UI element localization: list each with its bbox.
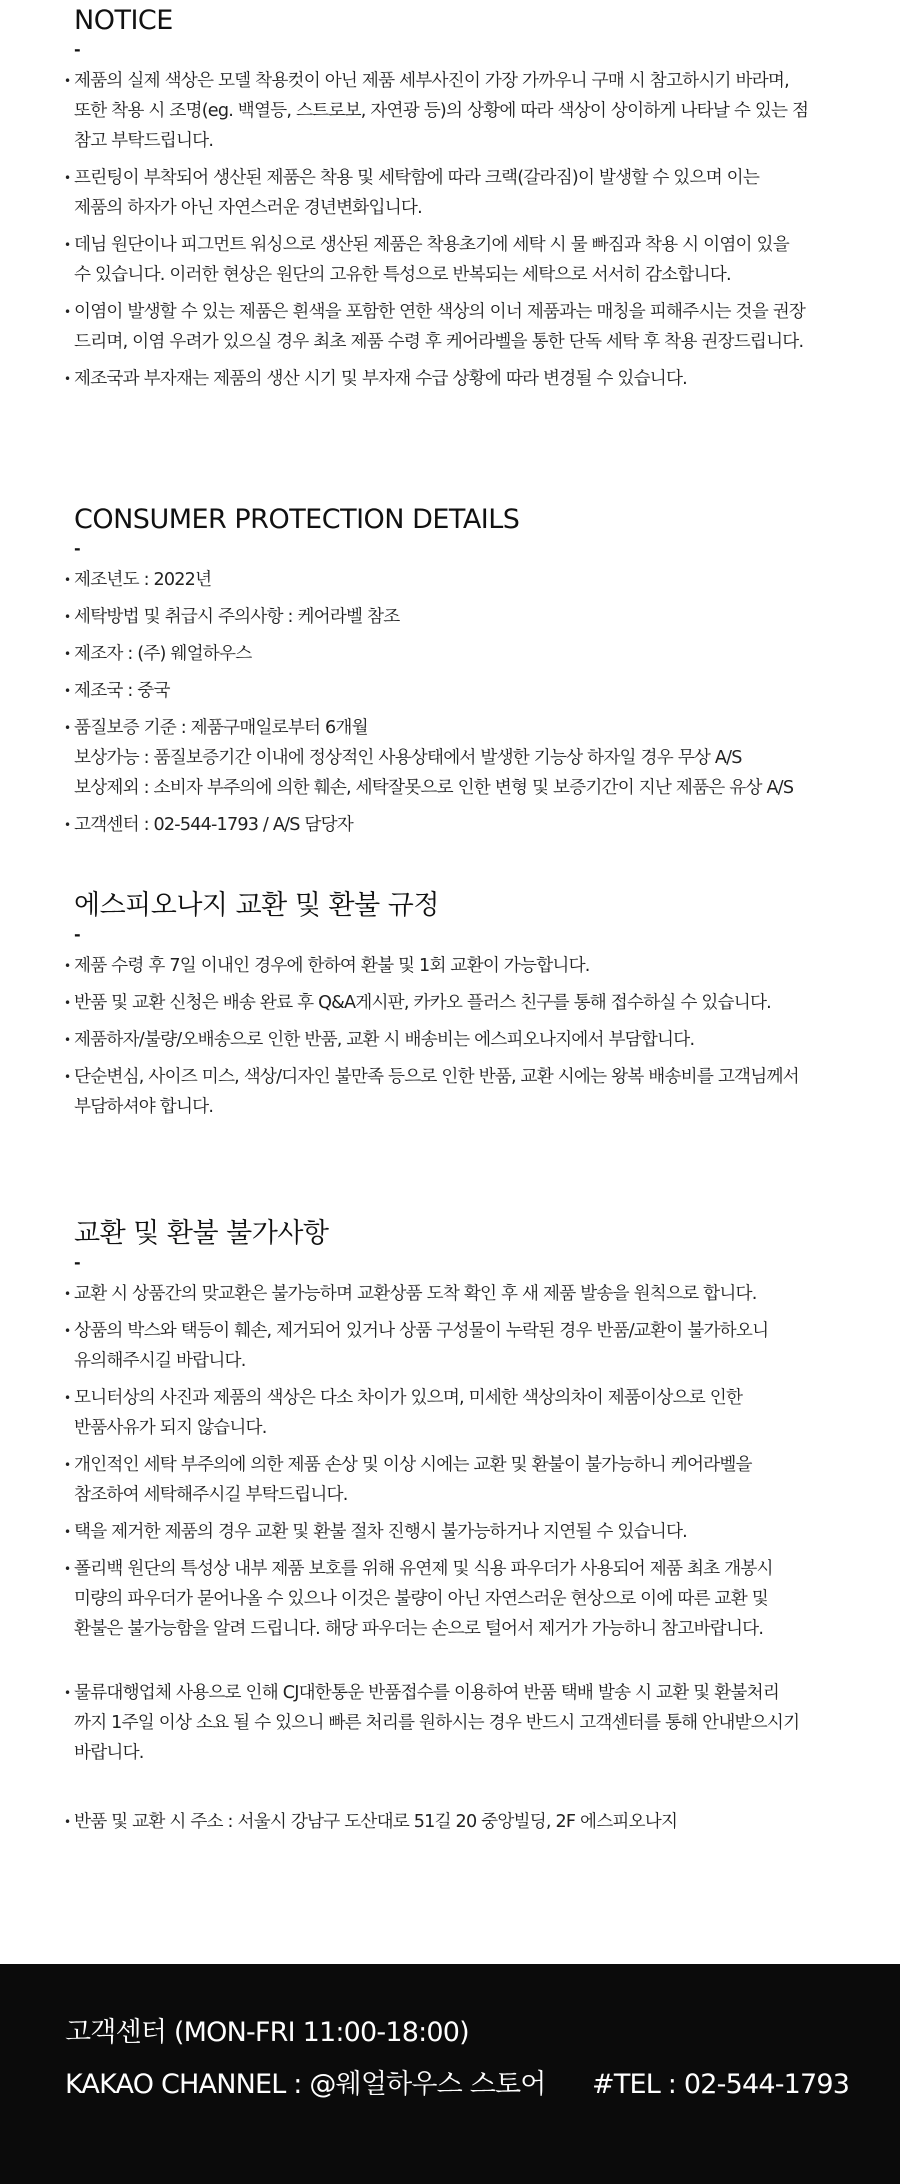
notice-section xyxy=(74,4,844,394)
list-item: • 단순변심, 사이즈 미스, 색상/디자인 불만족 등으로 인한 반품, 교환 시에는 왕복 배송비를 고객님께서 부담하셔야 합니다. xyxy=(74,1062,844,1122)
nonrefund-list xyxy=(74,1279,844,1837)
title-dash: - xyxy=(74,1253,81,1272)
title-dash: - xyxy=(74,925,81,944)
list-item: • 제품하자/불량/오배송으로 인한 반품, 교환 시 배송비는 에스피오나지에서 부담합니다. xyxy=(74,1025,844,1055)
list-item: • 반품 및 교환 시 주소 : 서울시 강남구 도산대로 51길 20 중앙빌딩, 2F 에스피오나지 xyxy=(74,1807,844,1837)
list-item: • 고객센터 : 02-544-1793 / A/S 담당자 xyxy=(74,810,844,840)
section-title: CONSUMER PROTECTION DETAILS xyxy=(74,504,520,535)
exchange-list xyxy=(74,951,844,1122)
exchange-refund-policy-section xyxy=(74,889,844,1122)
list-item: • 데님 원단이나 피그먼트 워싱으로 생산된 제품은 착용초기에 세탁 시 물 빠짐과 착용 시 이염이 있을 수 있습니다. 이러한 현상은 원단의 고유한 특성으로 반복되는 세탁으로 서서히 감소합니다. xyxy=(74,230,844,290)
list-item: • 제조국과 부자재는 제품의 생산 시기 및 부자재 수급 상황에 따라 변경될 수 있습니다. xyxy=(74,364,844,394)
list-item: • 모니터상의 사진과 제품의 색상은 다소 차이가 있으며, 미세한 색상의차이 제품이상으로 인한 반품사유가 되지 않습니다. xyxy=(74,1383,844,1443)
section-title: 에스피오나지 교환 및 환불 규정 xyxy=(74,890,439,921)
list-item: • 품질보증 기준 : 제품구매일로부터 6개월 보상가능 : 품질보증기간 이내에 정상적인 사용상태에서 발생한 기능상 하자일 경우 무상 A/S 보상제외 : 소비자 부주의에 의한 훼손, 세탁잘못으로 인한 변형 및 보증기간이 지난 제품은 유상 A/S xyxy=(74,713,844,803)
list-item: • 개인적인 세탁 부주의에 의한 제품 손상 및 이상 시에는 교환 및 환불이 불가능하니 케어라벨을 참조하여 세탁해주시길 부탁드립니다. xyxy=(74,1450,844,1510)
list-item: • 폴리백 원단의 특성상 내부 제품 보호를 위해 유연제 및 식용 파우더가 사용되어 제품 최초 개봉시 미량의 파우더가 묻어나올 수 있으나 이것은 불량이 아닌 자연스러운 현상으로 이에 따른 교환 및 환불은 불가능함을 알려 드립니다. 해당 파우더는 손으로 털어서 제거가 가능하니 참고바랍니다. xyxy=(74,1554,844,1644)
consumer-protection-section xyxy=(74,503,844,840)
list-item: • 물류대행업체 사용으로 인해 CJ대한통운 반품접수를 이용하여 반품 택배 발송 시 교환 및 환불처리 까지 1주일 이상 소요 될 수 있으니 빠른 처리를 원하시는 경우 반드시 고객센터를 통해 안내받으시기 바랍니다. xyxy=(74,1678,844,1768)
footer xyxy=(0,1964,900,2184)
list-item: • 프린팅이 부착되어 생산된 제품은 착용 및 세탁함에 따라 크랙(갈라짐)이 발생할 수 있으며 이는 제품의 하자가 아닌 자연스러운 경년변화입니다. xyxy=(74,163,844,223)
kakao-channel-link[interactable]: KAKAO CHANNEL : @웨얼하우스 스토어 xyxy=(65,2069,546,2100)
section-title: NOTICE xyxy=(74,5,173,36)
section-title: 교환 및 환불 불가사항 xyxy=(74,1218,329,1249)
list-item: • 택을 제거한 제품의 경우 교환 및 환불 절차 진행시 불가능하거나 지연될 수 있습니다. xyxy=(74,1517,844,1547)
list-item: • 교환 시 상품간의 맞교환은 불가능하며 교환상품 도착 확인 후 새 제품 발송을 원칙으로 합니다. xyxy=(74,1279,844,1309)
notice-list xyxy=(74,66,844,394)
list-item: • 세탁방법 및 취급시 주의사항 : 케어라벨 참조 xyxy=(74,602,844,632)
list-item: • 이염이 발생할 수 있는 제품은 흰색을 포함한 연한 색상의 이너 제품과는 매칭을 피해주시는 것을 권장 드리며, 이염 우려가 있으실 경우 최초 제품 수령 후 케어라벨을 통한 단독 세탁 후 착용 권장드립니다. xyxy=(74,297,844,357)
title-dash: - xyxy=(74,539,81,558)
consumer-list xyxy=(74,565,844,840)
list-item: • 상품의 박스와 택등이 훼손, 제거되어 있거나 상품 구성물이 누락된 경우 반품/교환이 불가하오니 유의해주시길 바랍니다. xyxy=(74,1316,844,1376)
list-item: • 제조국 : 중국 xyxy=(74,676,844,706)
non-refundable-section xyxy=(74,1217,844,1837)
list-item: • 제품 수령 후 7일 이내인 경우에 한하여 환불 및 1회 교환이 가능합니다. xyxy=(74,951,844,981)
list-item: • 반품 및 교환 신청은 배송 완료 후 Q&A게시판, 카카오 플러스 친구를 통해 접수하실 수 있습니다. xyxy=(74,988,844,1018)
list-item: • 제조자 : (주) 웨얼하우스 xyxy=(74,639,844,669)
list-item: • 제조년도 : 2022년 xyxy=(74,565,844,595)
telephone-number[interactable]: #TEL : 02-544-1793 xyxy=(592,2069,850,2100)
title-dash: - xyxy=(74,40,81,59)
list-item: • 제품의 실제 색상은 모델 착용컷이 아닌 제품 세부사진이 가장 가까우니 구매 시 참고하시기 바라며, 또한 착용 시 조명(eg. 백열등, 스트로보, 자연광 등)의 상황에 따라 색상이 상이하게 나타날 수 있는 점 참고 부탁드립니다. xyxy=(74,66,844,156)
customer-center-hours: 고객센터 (MON-FRI 11:00-18:00) xyxy=(65,2017,469,2048)
